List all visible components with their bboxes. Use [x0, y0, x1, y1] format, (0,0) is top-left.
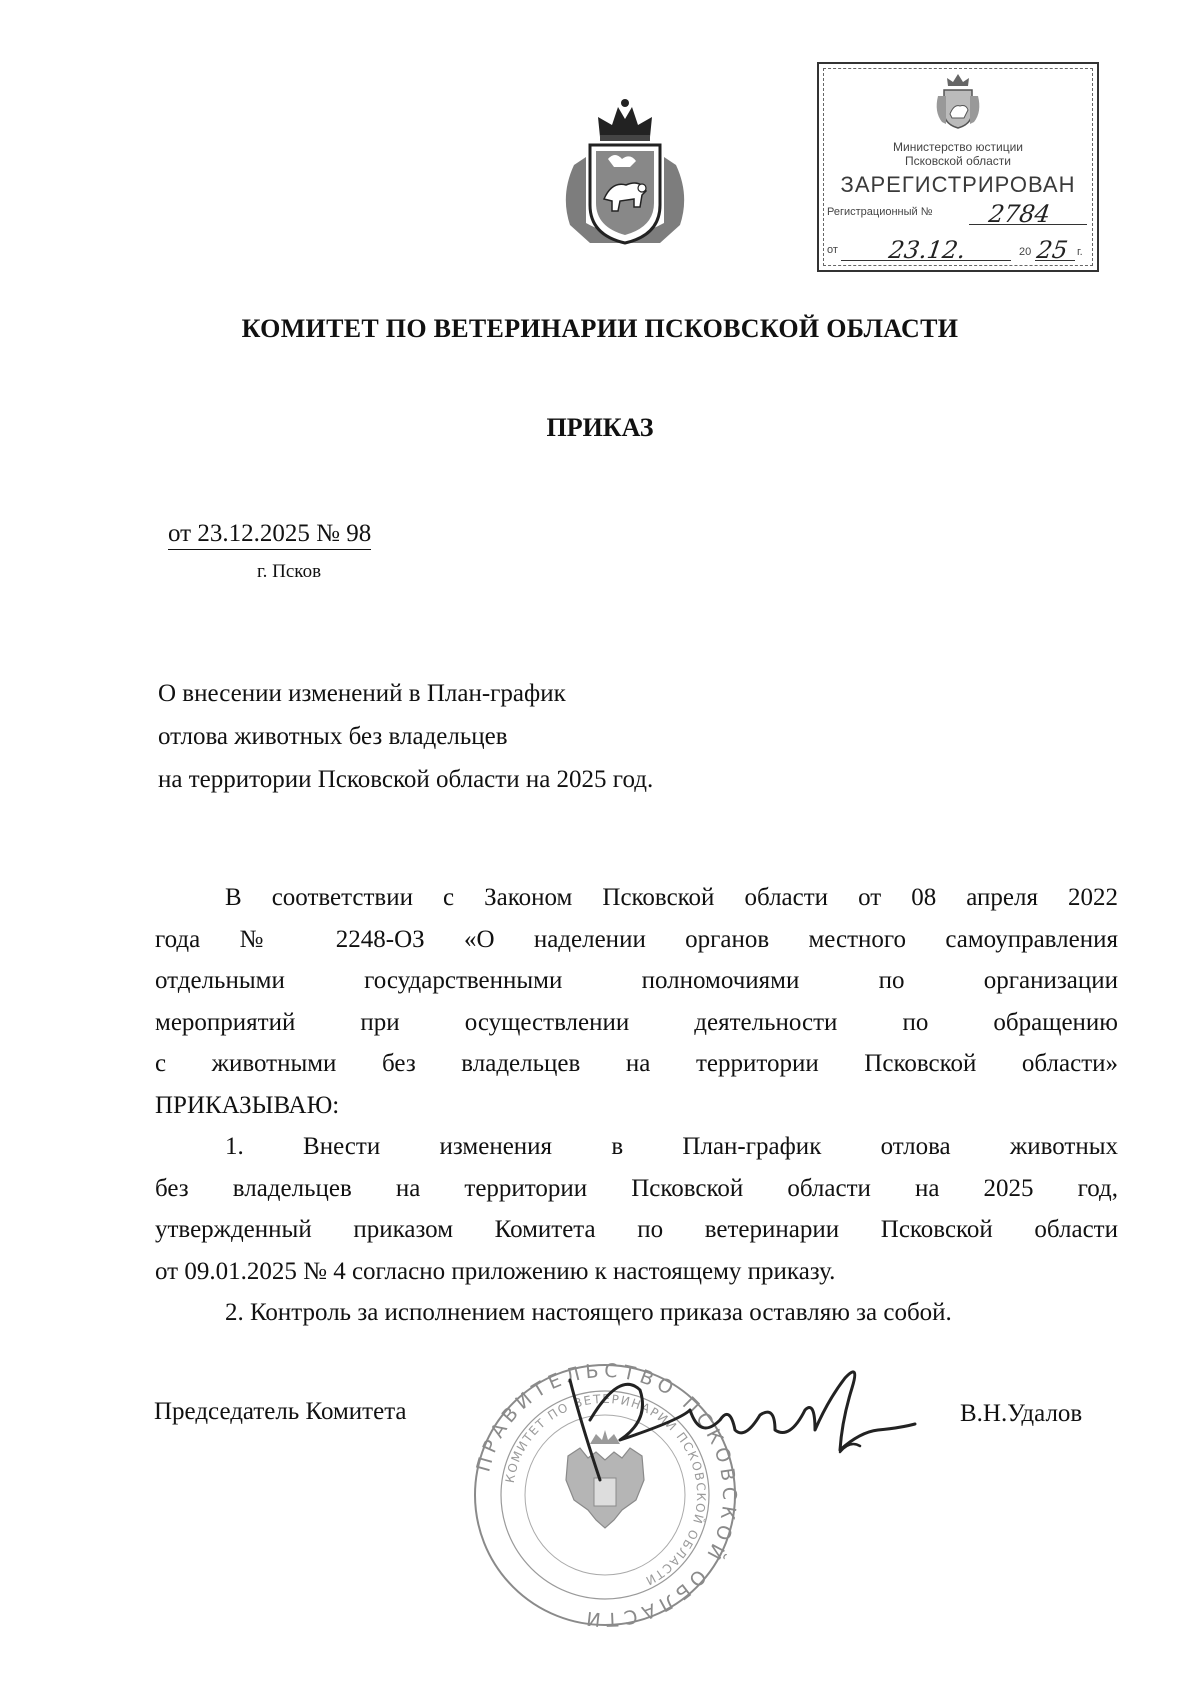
- stamp-year-prefix: 20: [1019, 246, 1032, 258]
- document-city: г. Псков: [257, 561, 322, 582]
- body-line: от 09.01.2025 № 4 согласно приложению к настоящему приказу.: [155, 1257, 836, 1285]
- order-word: ПРИКАЗЫВАЮ:: [155, 1091, 340, 1119]
- stamp-date-value: 23.12.: [887, 236, 968, 264]
- stamp-number-value: 2784: [987, 200, 1053, 228]
- organization-title: КОМИТЕТ ПО ВЕТЕРИНАРИИ ПСКОВСКОЙ ОБЛАСТИ: [241, 314, 959, 343]
- seal-inner-text: КОМИТЕТ ПО ВЕТЕРИНАРИИ ПСКОВСКОЙ ОБЛАСТИ: [502, 1391, 709, 1589]
- document-type: ПРИКАЗ: [546, 413, 654, 442]
- ministry-emblem-icon: [934, 72, 982, 130]
- body-line: без владельцев на территории Псковской области на 2025 год,: [155, 1174, 1118, 1202]
- subject-line: отлова животных без владельцев: [158, 723, 508, 750]
- stamp-year-underline: [1035, 260, 1075, 261]
- subject-line: на территории Псковской области на 2025 год.: [158, 766, 654, 793]
- stamp-date-prefix: от: [827, 244, 838, 256]
- stamp-region: Псковской области: [905, 154, 1011, 168]
- subject-line: О внесении изменений в План-график: [158, 680, 566, 707]
- body-line: 1. Внести изменения в План-график отлова животных: [225, 1133, 1118, 1160]
- stamp-year-suffix: г.: [1077, 246, 1083, 258]
- stamp-number-label: Регистрационный №: [827, 206, 933, 218]
- signatory-name: В.Н.Удалов: [960, 1400, 1083, 1427]
- body-line: В соответствии с Законом Псковской области от 08 апреля 2022: [225, 884, 1118, 911]
- body-line: 2. Контроль за исполнением настоящего приказа оставляю за собой.: [225, 1299, 952, 1326]
- document-date-number: от 23.12.2025 № 98: [168, 520, 371, 550]
- body-line: с животными без владельцев на территории Псковской области»: [155, 1050, 1118, 1077]
- seal-outer-text: ПРАВИТЕЛЬСТВО ПСКОВСКОЙ ОБЛАСТИ: [472, 1360, 740, 1630]
- document-subject: [158, 672, 653, 801]
- body-line: отдельными государственными полномочиями по организации: [155, 967, 1118, 994]
- stamp-ministry: Министерство юстиции: [893, 140, 1023, 154]
- signatory-position: Председатель Комитета: [154, 1398, 407, 1425]
- body-line: мероприятий при осуществлении деятельности по обращению: [155, 1008, 1118, 1036]
- registration-stamp: [817, 62, 1099, 272]
- body-line: утвержденный приказом Комитета по ветеринарии Псковской области: [155, 1216, 1118, 1243]
- signature-icon: [560, 1360, 930, 1510]
- stamp-title: ЗАРЕГИСТРИРОВАН: [840, 172, 1076, 197]
- document-body: [155, 877, 1118, 1334]
- coat-of-arms-icon: [560, 95, 690, 250]
- stamp-year-value: 25: [1035, 236, 1070, 264]
- body-line: года № 2248-ОЗ «О наделении органов местного самоуправления: [155, 925, 1118, 953]
